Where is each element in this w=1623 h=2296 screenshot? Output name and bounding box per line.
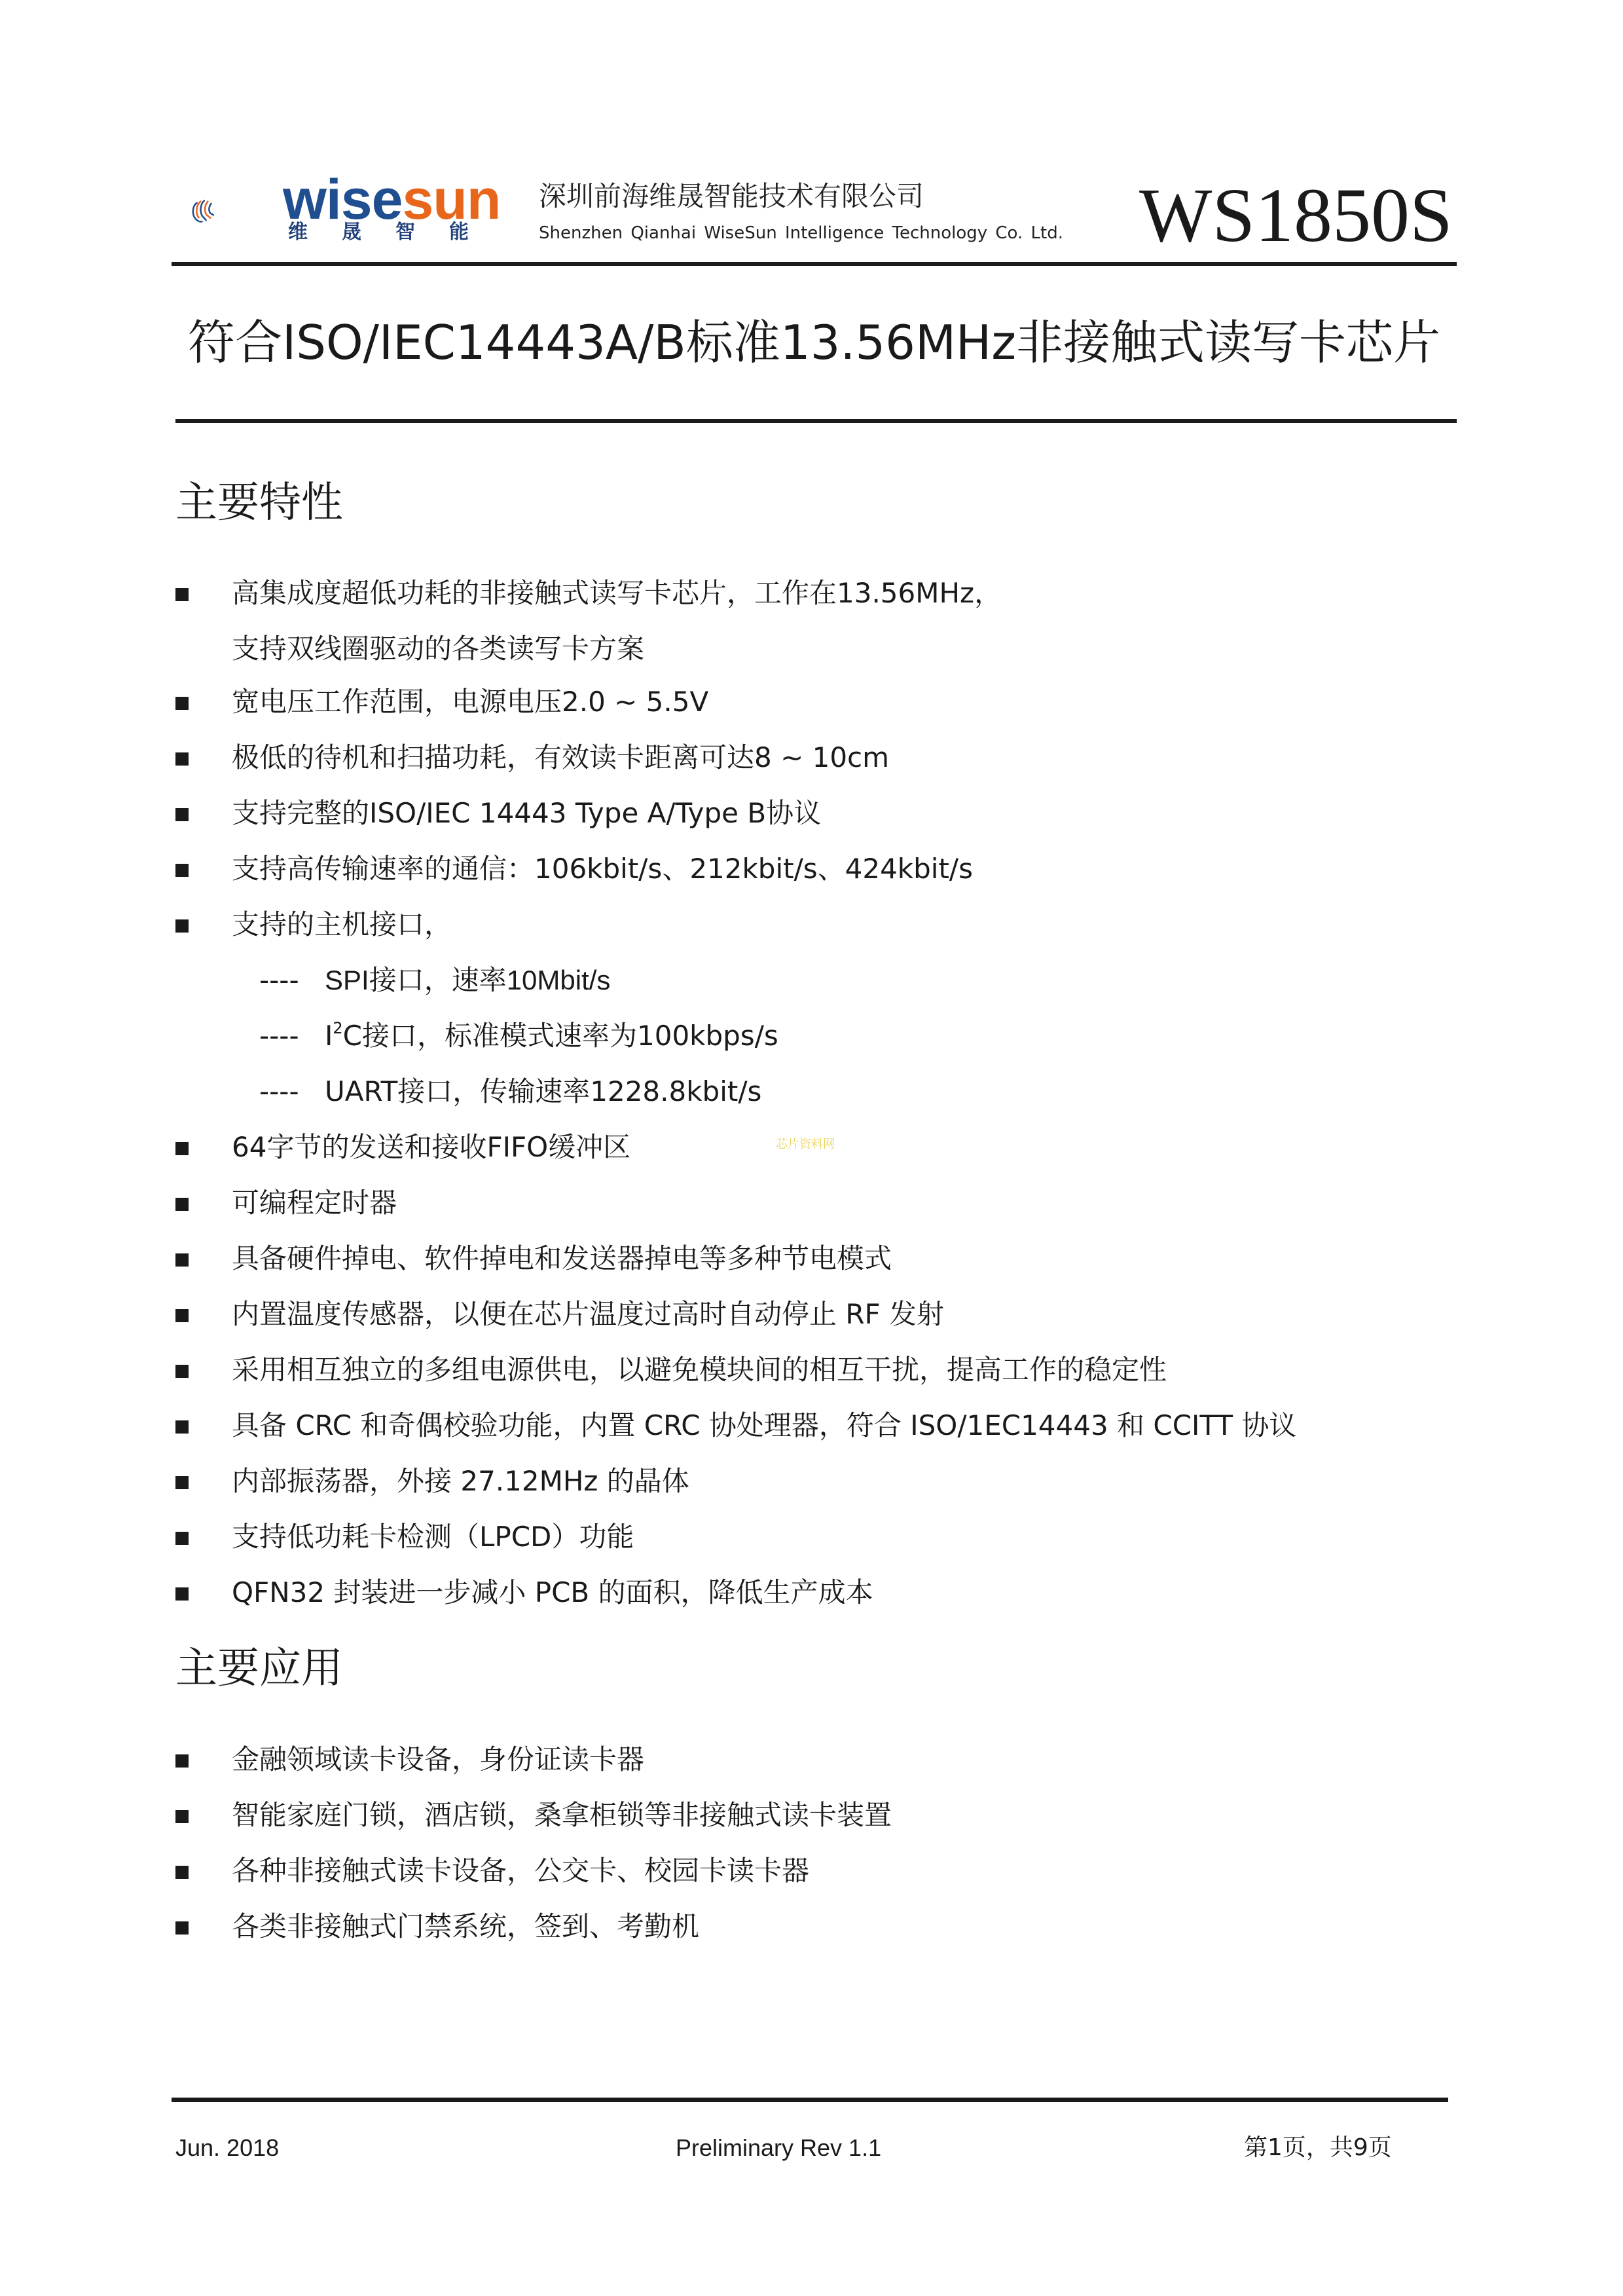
- list-bullet: [175, 919, 189, 933]
- application-item: 各种非接触式读卡设备，公交卡、校园卡读卡器: [232, 1855, 810, 1887]
- i2c-rest: C接口，标准模式速率为100kbps/s: [342, 1020, 778, 1052]
- brand-name: [283, 168, 501, 231]
- list-bullet: [175, 1142, 189, 1155]
- footer-page-number: 第1页，共9页: [1244, 2134, 1392, 2161]
- feature-item: 具备 CRC 和奇偶校验功能，内置 CRC 协处理器，符合 ISO/1EC14443 和 CCITT 协议: [232, 1409, 1297, 1441]
- company-name-en: Shenzhen Qianhai WiseSun Intelligence Technology Co. Ltd.: [539, 223, 1063, 243]
- i2c-prefix: I: [325, 1020, 333, 1052]
- model-number: WS1850S: [1139, 172, 1453, 258]
- list-bullet: [175, 1754, 189, 1768]
- i2c-superscript: 2: [333, 1019, 343, 1037]
- watermark: 芯片资料网: [776, 1138, 835, 1151]
- footer-revision: Preliminary Rev 1.1: [676, 2134, 882, 2161]
- feature-item: 宽电压工作范围，电源电压2.0 ~ 5.5V: [232, 686, 709, 718]
- feature-item: 支持完整的ISO/IEC 14443 Type A/Type B协议: [232, 797, 822, 829]
- list-bullet: [175, 1198, 189, 1211]
- feature-item: QFN32 封装进一步减小 PCB 的面积，降低生产成本: [232, 1576, 873, 1608]
- sub-item-spi: SPI接口，速率10Mbit/s: [325, 965, 611, 995]
- brand-chinese-name: 维晟智能: [288, 221, 503, 244]
- feature-item: 采用相互独立的多组电源供电，以避免模块间的相互干扰，提高工作的稳定性: [232, 1354, 1167, 1386]
- feature-item: 极低的待机和扫描功耗，有效读卡距离可达8 ~ 10cm: [232, 741, 890, 773]
- feature-item: 具备硬件掉电、软件掉电和发送器掉电等多种节电模式: [232, 1242, 892, 1274]
- sub-item-uart: UART接口，传输速率1228.8kbit/s: [325, 1075, 762, 1107]
- title-divider: [175, 419, 1457, 423]
- list-bullet: [175, 1309, 189, 1322]
- list-bullet: [175, 1532, 189, 1545]
- feature-item-continuation: 支持双线圈驱动的各类读写卡方案: [232, 633, 645, 665]
- sub-item-dash: ----: [259, 1075, 299, 1107]
- feature-item: 64字节的发送和接收FIFO缓冲区: [232, 1131, 631, 1163]
- list-bullet: [175, 1921, 189, 1935]
- feature-item: 可编程定时器: [232, 1187, 397, 1219]
- document-title: 符合ISO/IEC14443A/B标准13.56MHz非接触式读写卡芯片: [188, 315, 1440, 370]
- header-divider: [172, 262, 1457, 266]
- wisesun-logo-icon: [190, 169, 282, 254]
- brand-wise: wise: [283, 168, 403, 231]
- list-bullet: [175, 1587, 189, 1601]
- sub-item-i2c: [325, 1019, 778, 1052]
- list-bullet: [175, 1253, 189, 1267]
- feature-item: 支持低功耗卡检测（LPCD）功能: [232, 1521, 634, 1553]
- application-item: 智能家庭门锁，酒店锁，桑拿柜锁等非接触式读卡装置: [232, 1799, 892, 1831]
- sub-item-dash: ----: [259, 1020, 299, 1052]
- list-bullet: [175, 1810, 189, 1823]
- feature-item: 支持的主机接口，: [232, 908, 452, 940]
- list-bullet: [175, 808, 189, 821]
- application-item: 各类非接触式门禁系统，签到、考勤机: [232, 1910, 700, 1942]
- sub-item-dash: ----: [259, 964, 299, 996]
- section-heading-applications: 主要应用: [175, 1644, 343, 1693]
- company-name-cn: 深圳前海维晟智能技术有限公司: [539, 180, 924, 212]
- footer-divider: [172, 2098, 1448, 2102]
- list-bullet: [175, 864, 189, 877]
- list-bullet: [175, 1365, 189, 1378]
- list-bullet: [175, 1476, 189, 1489]
- brand-sun: sun: [402, 168, 501, 231]
- list-bullet: [175, 697, 189, 710]
- list-bullet: [175, 752, 189, 766]
- footer-date: Jun. 2018: [175, 2134, 280, 2161]
- list-bullet: [175, 1866, 189, 1879]
- section-heading-features: 主要特性: [175, 479, 343, 527]
- application-item: 金融领域读卡设备，身份证读卡器: [232, 1743, 645, 1775]
- feature-item: 内置温度传感器，以便在芯片温度过高时自动停止 RF 发射: [232, 1298, 945, 1330]
- feature-item: 支持高传输速率的通信：106kbit/s、212kbit/s、424kbit/s: [232, 853, 973, 885]
- feature-item: 内部振荡器，外接 27.12MHz 的晶体: [232, 1465, 689, 1497]
- list-bullet: [175, 1420, 189, 1434]
- list-bullet: [175, 588, 189, 601]
- feature-item: 高集成度超低功耗的非接触式读写卡芯片，工作在13.56MHz，: [232, 577, 1002, 609]
